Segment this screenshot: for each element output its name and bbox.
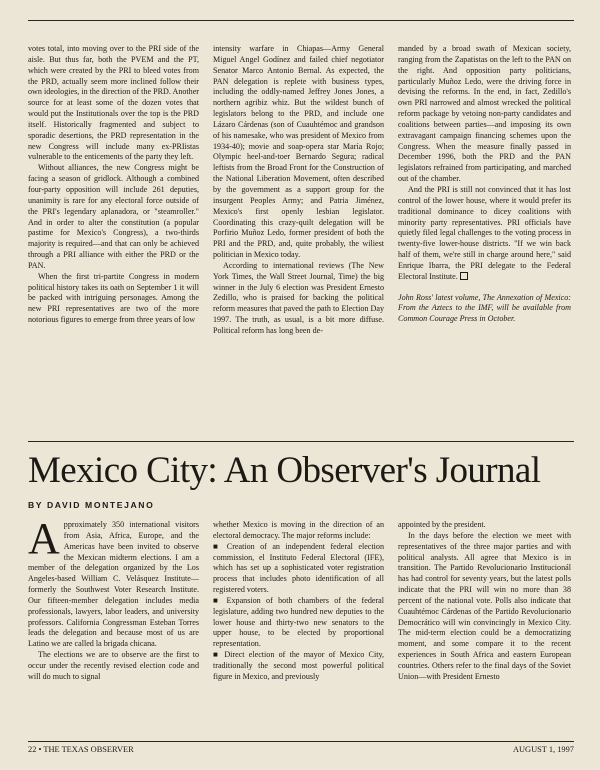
article-column-2: [213, 520, 384, 736]
reform-item: ■ Creation of an independent federal election commission, el Instituto Federal Electoral (IFE), which has set up a sophisticated voter registration process that includes photo identification of all registered voters.: [213, 541, 384, 595]
paragraph: whether Mexico is moving in the direction of an electoral democracy. The major reforms include:: [213, 520, 384, 540]
section-divider-rule: [28, 441, 574, 442]
end-of-article-box-icon: [460, 272, 468, 280]
paragraph: When the first tri-partite Congress in modern political history takes its oath on September 1 it will be packed with intriguing personages. Among the new PRI representatives are two of the more notorious figures to emerge from three years of low: [28, 271, 199, 325]
lead-paragraph: [28, 520, 199, 650]
author-note: John Ross' latest volume, The Annexation of Mexico: From the Aztecs to the IMF, will be available from Common Courage Press in October.: [398, 292, 571, 324]
paragraph: intensity warfare in Chiapas—Army General Miguel Angel Godínez and failed chief negotiator Senator Marco Antonio Bernal. As expected, the PAN delegation is replete with business types, including the oddly-named Jeffrey Jones Jones, a northern agribiz whiz. But the wildest bunch of legislators belong to the PRD, and include one Lázaro Cárdenas (son of Cuauhtémoc and grandson of his namesake, who was president of Mexico from 1934-40); movie and soap-opera star María Rojo; Olympic heel-and-toer Bernardo Segura; radical leftists from the Broad Front for the Construction of the National Liberation Movement, often described by the government as a support group for the insurgent Peoples Army; and Patria Jiménez, Mexico's first openly lesbian legislator. Coordinating this crazy-quilt delegation will be Porfirio Muñoz Ledo, former president of both the PRI and the PRD, and, quite probably, the wiliest politician in Mexico today.: [213, 44, 384, 260]
drop-cap: A: [28, 520, 60, 563]
article-byline: BY DAVID MONTEJANO: [28, 500, 155, 510]
article-headline: Mexico City: An Observer's Journal: [28, 450, 541, 491]
top-rule: [28, 20, 574, 21]
paragraph: manded by a broad swath of Mexican society, ranging from the Zapatistas on the left to the PAN on the right. And opposition party politicians, particularly Muñoz Ledo, were the driving force in devising the reforms. In the end, in fact, Zedillo's own PRI narrowed and almost wrecked the political reform package by vetoing non-party candidates and coalitions between parties—and imposing its own extravagant campaign financing schemes upon the Congress. When the measure finally passed in December 1996, both the PRD and the PAN legislators refrained from participating, and marched out of the chamber.: [398, 44, 571, 184]
reform-item: ■ Direct election of the mayor of Mexico City, traditionally the second most powerful political figure in Mexico, and previously: [213, 650, 384, 681]
reform-item: ■ Expansion of both chambers of the federal legislature, adding two hundred new deputies to the lower house and thirty-two new senators to the upper house, to be elected by proportional representation.: [213, 595, 384, 649]
page-folio: 22 • THE TEXAS OBSERVER: [28, 745, 134, 754]
footer-rule: [28, 741, 574, 742]
paragraph: votes total, into moving over to the PRI side of the aisle. But thus far, both the PVEM and the PT, which were created by the PRI to bleed votes from the PRD, actually seem more inclined follow their own ideologies, in the direction of the PRD. Another source for at least some of the dozen votes that would put the Institutionals over the top is the PRD itself. Historically fragmented and subject to sporadic desertions, the PRD representation in the new Congress will include many ex-PRIistas vulnerable to the enticements of the party they left.: [28, 44, 199, 162]
continued-article-column-1: [28, 44, 199, 436]
paragraph: In the days before the election we meet with representatives of the three major parties and with political analysts. All agree that Mexico is in transition. The Partido Revolucionario Institucionál has had control for seventy years, but the latest polls indicate that the PRI will win no more than 38 percent of the national vote. Polls also indicate that Cuauhtémoc Cárdenas of the Partido Revolucionario Democrático will win convincingly in Mexico City. The mid-term election could be a democratizing moment, and some compare it to the recent experiences in South Africa and eastern European countries. Others refer to the final days of the Soviet Union—with President Ernesto: [398, 530, 571, 681]
paragraph-text: And the PRI is still not convinced that it has lost control of the lower house, where it would prefer its traditional dominance to dicey coalitions with minority party representatives. PRI officials have quietly filed legal challenges to the voting process in twenty-five lower-house districts. "If we win back half of them, we're still in charge around here," said Enrique Ibarra, the PRI delegate to the Federal Electoral Institute.: [398, 184, 571, 281]
paragraph: The elections we are to observe are the first to occur under the recently revised election code and will do much to signal: [28, 650, 199, 681]
article-column-3: [398, 520, 571, 736]
paragraph-with-endmark: [398, 185, 571, 283]
article-column-1: [28, 520, 199, 736]
paragraph: appointed by the president.: [398, 520, 486, 529]
issue-date: AUGUST 1, 1997: [512, 745, 574, 754]
paragraph: Without alliances, the new Congress might be facing a season of gridlock. Although a combined four-party opposition will include 261 deputies, unanimity is rare for any electoral force outside of the PRI's legendary aplanadora, or "steamroller." And in order to alter the constitution (a popular pastime for Mexico's Congress), a two-thirds majority is required—and that can only be achieved through a PRI alliance with either the PRD or the PAN.: [28, 163, 199, 270]
lead-paragraph-text: pproximately 350 international visitors from Asia, Africa, Europe, and the Americas have been invited to observe the Mexican midterm elections. I am a member of the delegation organized by the Los Angeles-based William C. Velásquez Institute—formerly the Southwest Voter Research Institute. Our fifteen-member delegation includes media professionals, lawyers, labor leaders, and university professors. California Congressman Esteban Torres leads the delegation and because most of us are Latino we are called la brigada chicana.: [28, 520, 199, 649]
paragraph: According to international reviews (The New York Times, the Wall Street Journal, Time) the big winner in the July 6 election was President Ernesto Zedillo, who is praised for backing the political reform measures that paved the path to Election Day 1997. The truth, as usual, is a bit more diffuse. Political reform has long been de-: [213, 260, 384, 335]
continued-article-column-2: [213, 44, 384, 436]
continued-article-column-3: [398, 44, 571, 436]
